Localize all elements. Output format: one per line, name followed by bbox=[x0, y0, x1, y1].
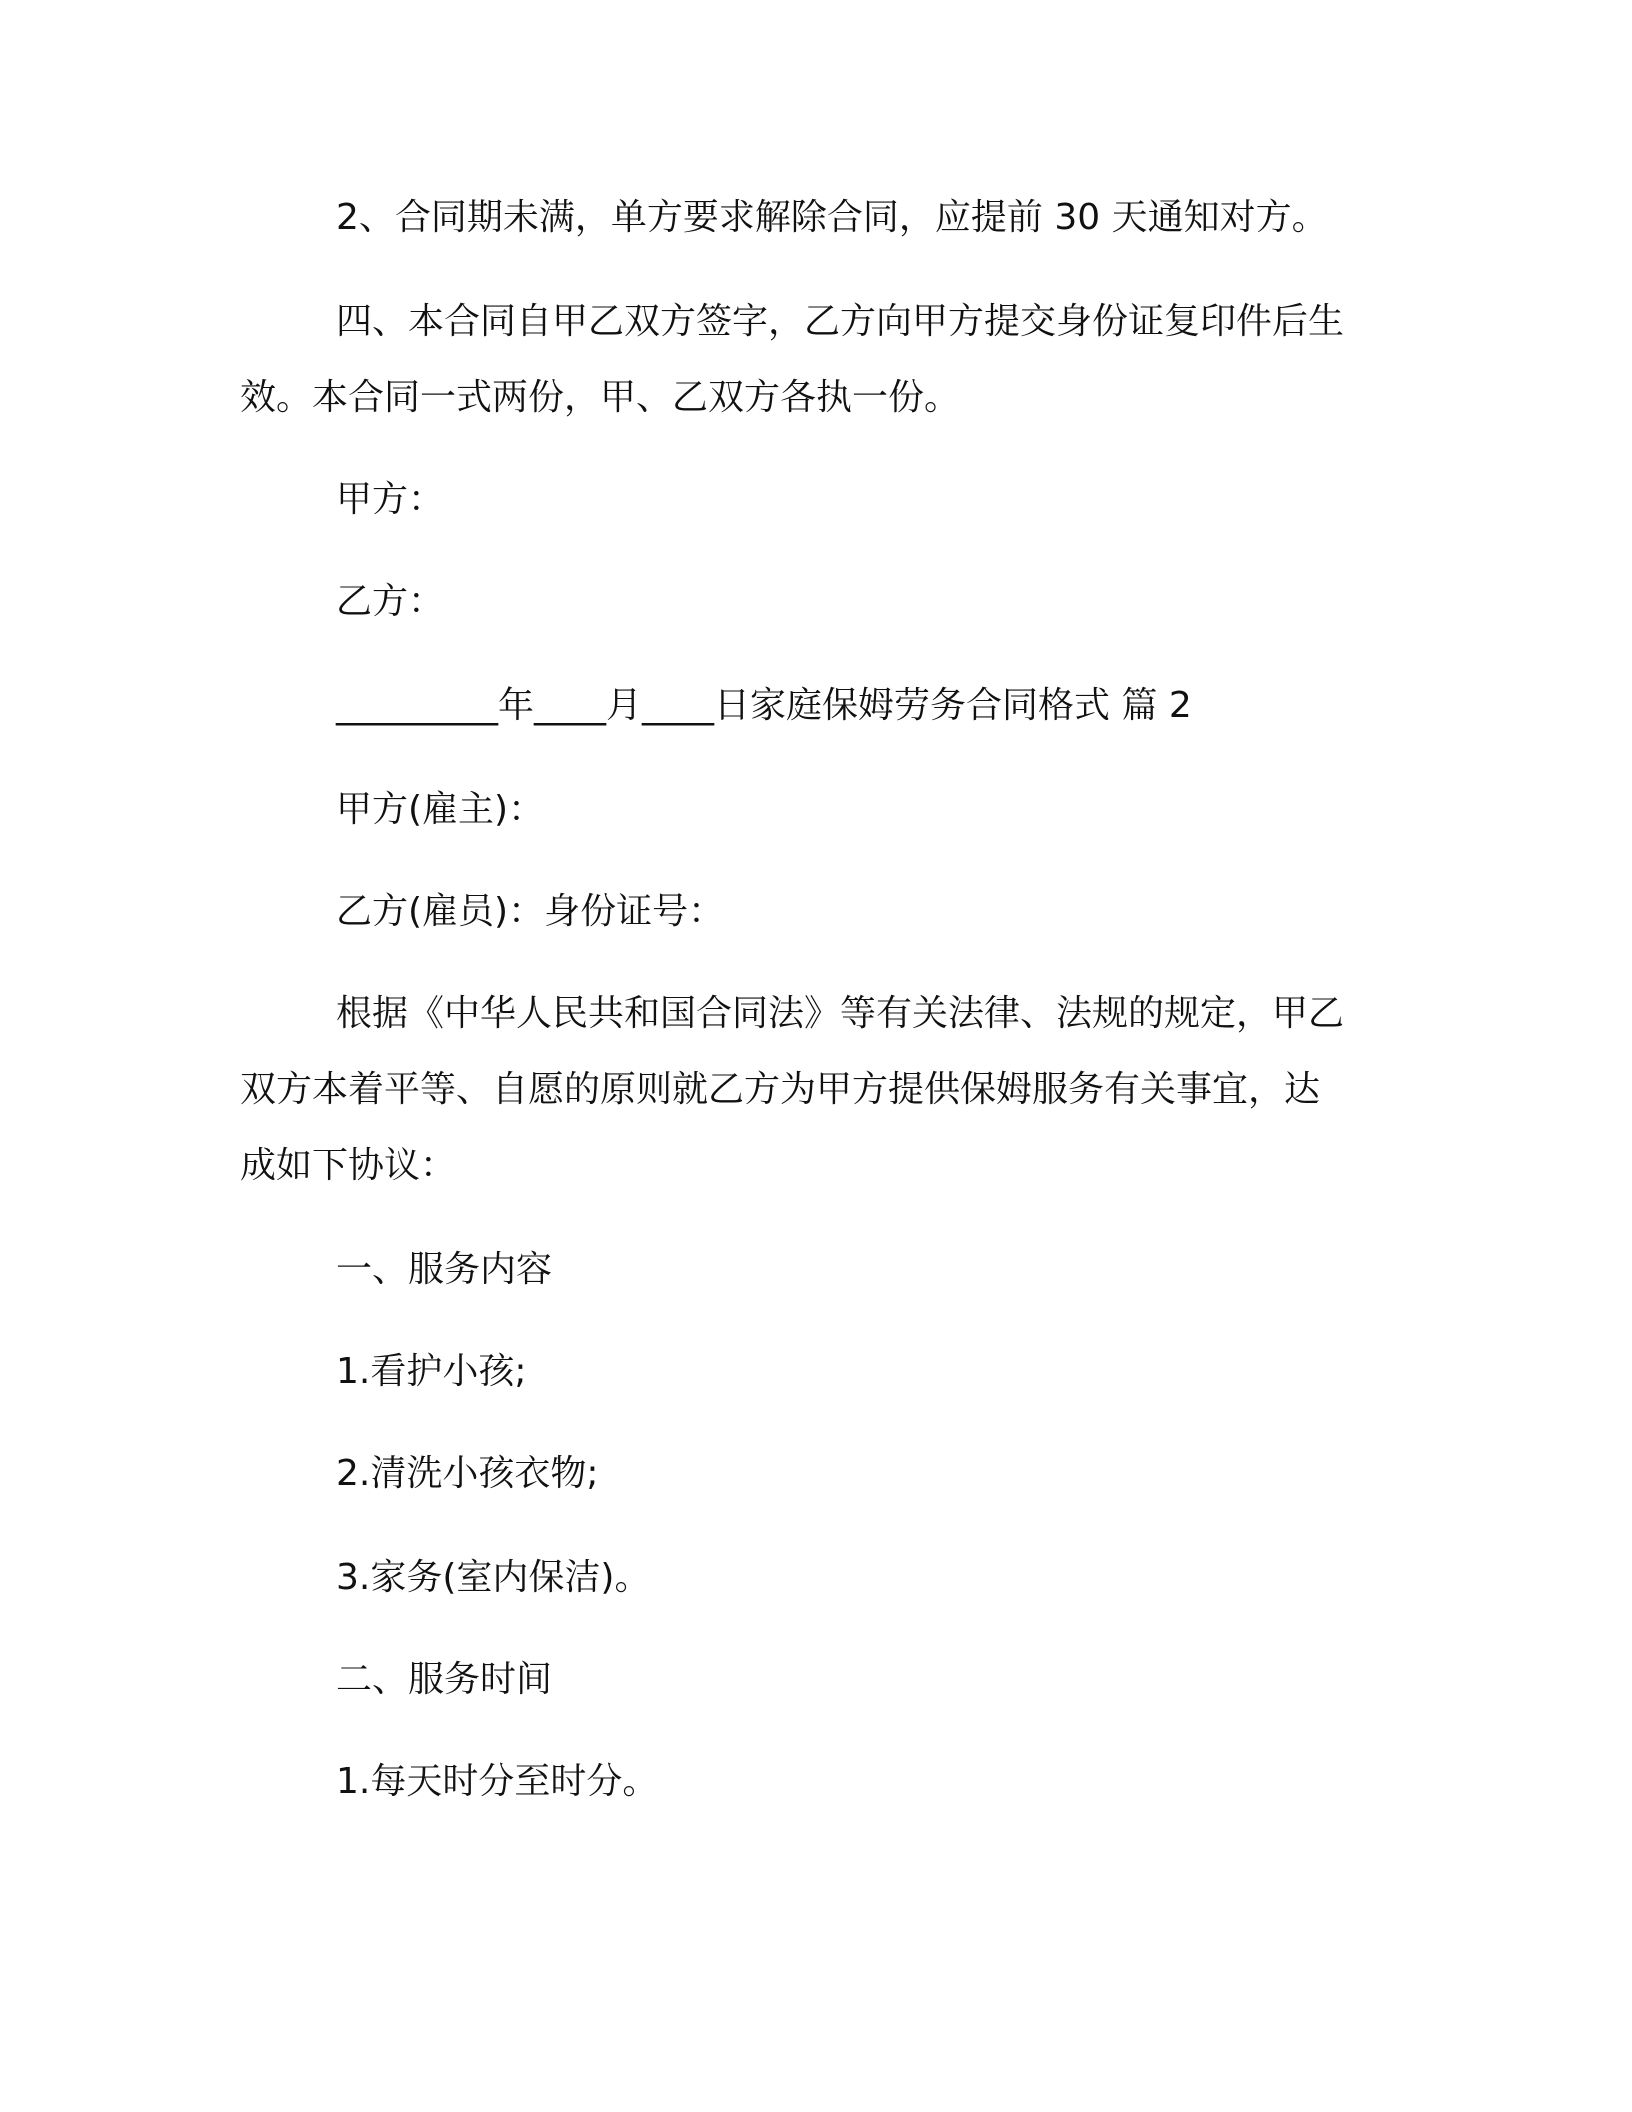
service-item-1: 1.看护小孩; bbox=[336, 1351, 527, 1392]
service-item-2: 2.清洗小孩衣物; bbox=[336, 1453, 599, 1494]
clause-four-line-1: 四、本合同自甲乙双方签字，乙方向甲方提交身份证复印件后生 bbox=[336, 301, 1345, 342]
party-b-employee-id: 乙方(雇员)：身份证号： bbox=[336, 891, 725, 932]
service-time-item-1: 1.每天时分至时分。 bbox=[336, 1761, 659, 1802]
party-a-employer: 甲方(雇主)： bbox=[336, 789, 545, 830]
preamble-line-1: 根据《中华人民共和国合同法》等有关法律、法规的规定，甲乙 bbox=[336, 993, 1345, 1034]
preamble-line-3: 成如下协议： bbox=[240, 1145, 457, 1186]
party-a-label: 甲方： bbox=[336, 479, 445, 520]
heading-service-time: 二、服务时间 bbox=[336, 1659, 553, 1700]
party-b-label: 乙方： bbox=[336, 581, 445, 622]
preamble-line-2: 双方本着平等、自愿的原则就乙方为甲方提供保姆服务有关事宜，达 bbox=[240, 1069, 1321, 1110]
clause-termination-notice: 2、合同期未满，单方要求解除合同，应提前 30 天通知对方。 bbox=[336, 197, 1328, 238]
service-item-3: 3.家务(室内保洁)。 bbox=[336, 1557, 651, 1598]
date-and-section-title: _________年____月____日家庭保姆劳务合同格式 篇 2 bbox=[336, 685, 1192, 726]
clause-four-line-2: 效。本合同一式两份，甲、乙双方各执一份。 bbox=[240, 377, 961, 418]
heading-service-content: 一、服务内容 bbox=[336, 1249, 553, 1290]
